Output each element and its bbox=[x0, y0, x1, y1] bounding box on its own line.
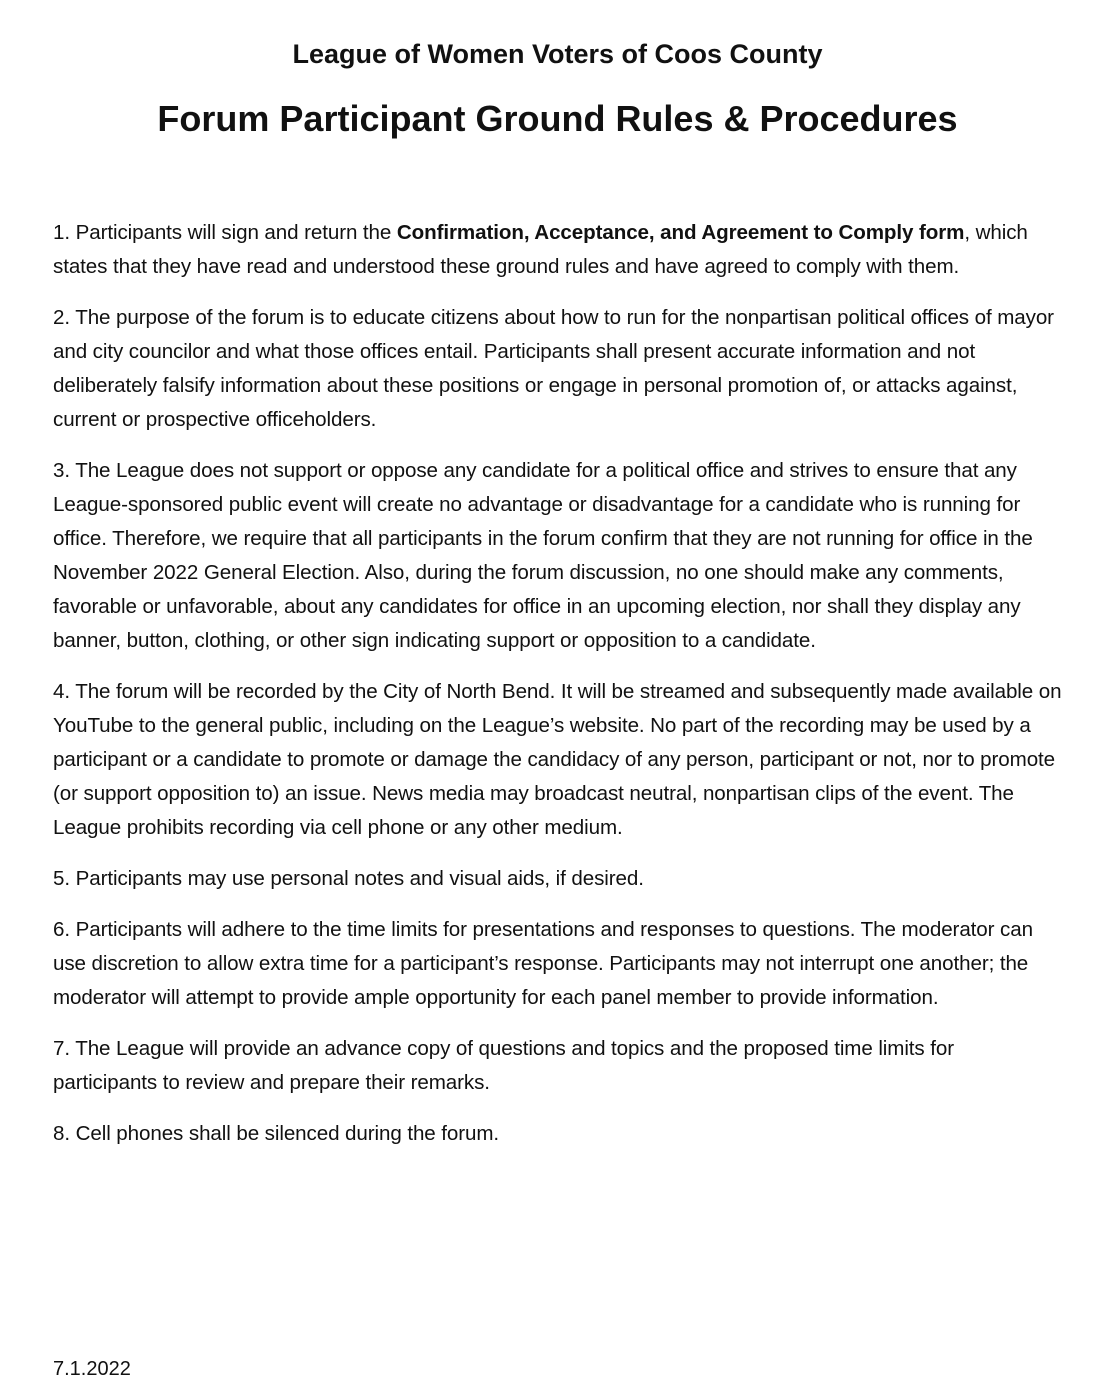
rule-1-prefix: 1. Participants will sign and return the bbox=[53, 221, 397, 244]
organization-title: League of Women Voters of Coos County bbox=[292, 39, 823, 69]
document-title: Forum Participant Ground Rules & Procedures bbox=[157, 98, 958, 139]
rule-6: 6. Participants will adhere to the time limits for presentations and responses to questions. The moderator can use discretion to allow extra time for a participant’s response. Participants may not interrupt one another; the moderator will attempt to provide ample opportunity for each panel member to provide information. bbox=[53, 918, 1033, 1009]
rule-4: 4. The forum will be recorded by the City of North Bend. It will be streamed and subsequently made available on YouTube to the general public, including on the League’s website. No part of the recording may be used by a participant or a candidate to promote or damage the candidacy of any person, participant or not, nor to promote (or support opposition to) an issue. News media may broadcast neutral, nonpartisan clips of the event. The League prohibits recording via cell phone or any other medium. bbox=[53, 680, 1062, 839]
rule-1-suffix: , which states that they have read and understood these ground rules and have agreed to comply with them. bbox=[53, 221, 1028, 278]
rule-2: 2. The purpose of the forum is to educate citizens about how to run for the nonpartisan political offices of mayor and city councilor and what those offices entail. Participants shall present accurate information and not deliberately falsify information about these positions or engage in personal promotion of, or attacks against, current or prospective officeholders. bbox=[53, 306, 1054, 431]
rule-8: 8. Cell phones shall be silenced during the forum. bbox=[53, 1122, 500, 1145]
rule-1-form-name: Confirmation, Acceptance, and Agreement to Comply form bbox=[396, 221, 965, 244]
rule-3: 3. The League does not support or oppose any candidate for a political office and strives to ensure that any League-sponsored public event will create no advantage or disadvantage for a candidate who is running for office. Therefore, we require that all participants in the forum confirm that they are not running for office in the November 2022 General Election. Also, during the forum discussion, no one should make any comments, favorable or unfavorable, about any candidates for office in an upcoming election, nor shall they display any banner, button, clothing, or other sign indicating support or opposition to a candidate. bbox=[53, 459, 1033, 652]
document-date: 7.1.2022 bbox=[53, 1358, 131, 1380]
rule-5: 5. Participants may use personal notes and visual aids, if desired. bbox=[53, 867, 644, 890]
rule-7: 7. The League will provide an advance copy of questions and topics and the proposed time limits for participants to review and prepare their remarks. bbox=[53, 1037, 954, 1094]
rule-1 bbox=[53, 216, 1062, 284]
rules-list bbox=[53, 216, 1062, 1151]
